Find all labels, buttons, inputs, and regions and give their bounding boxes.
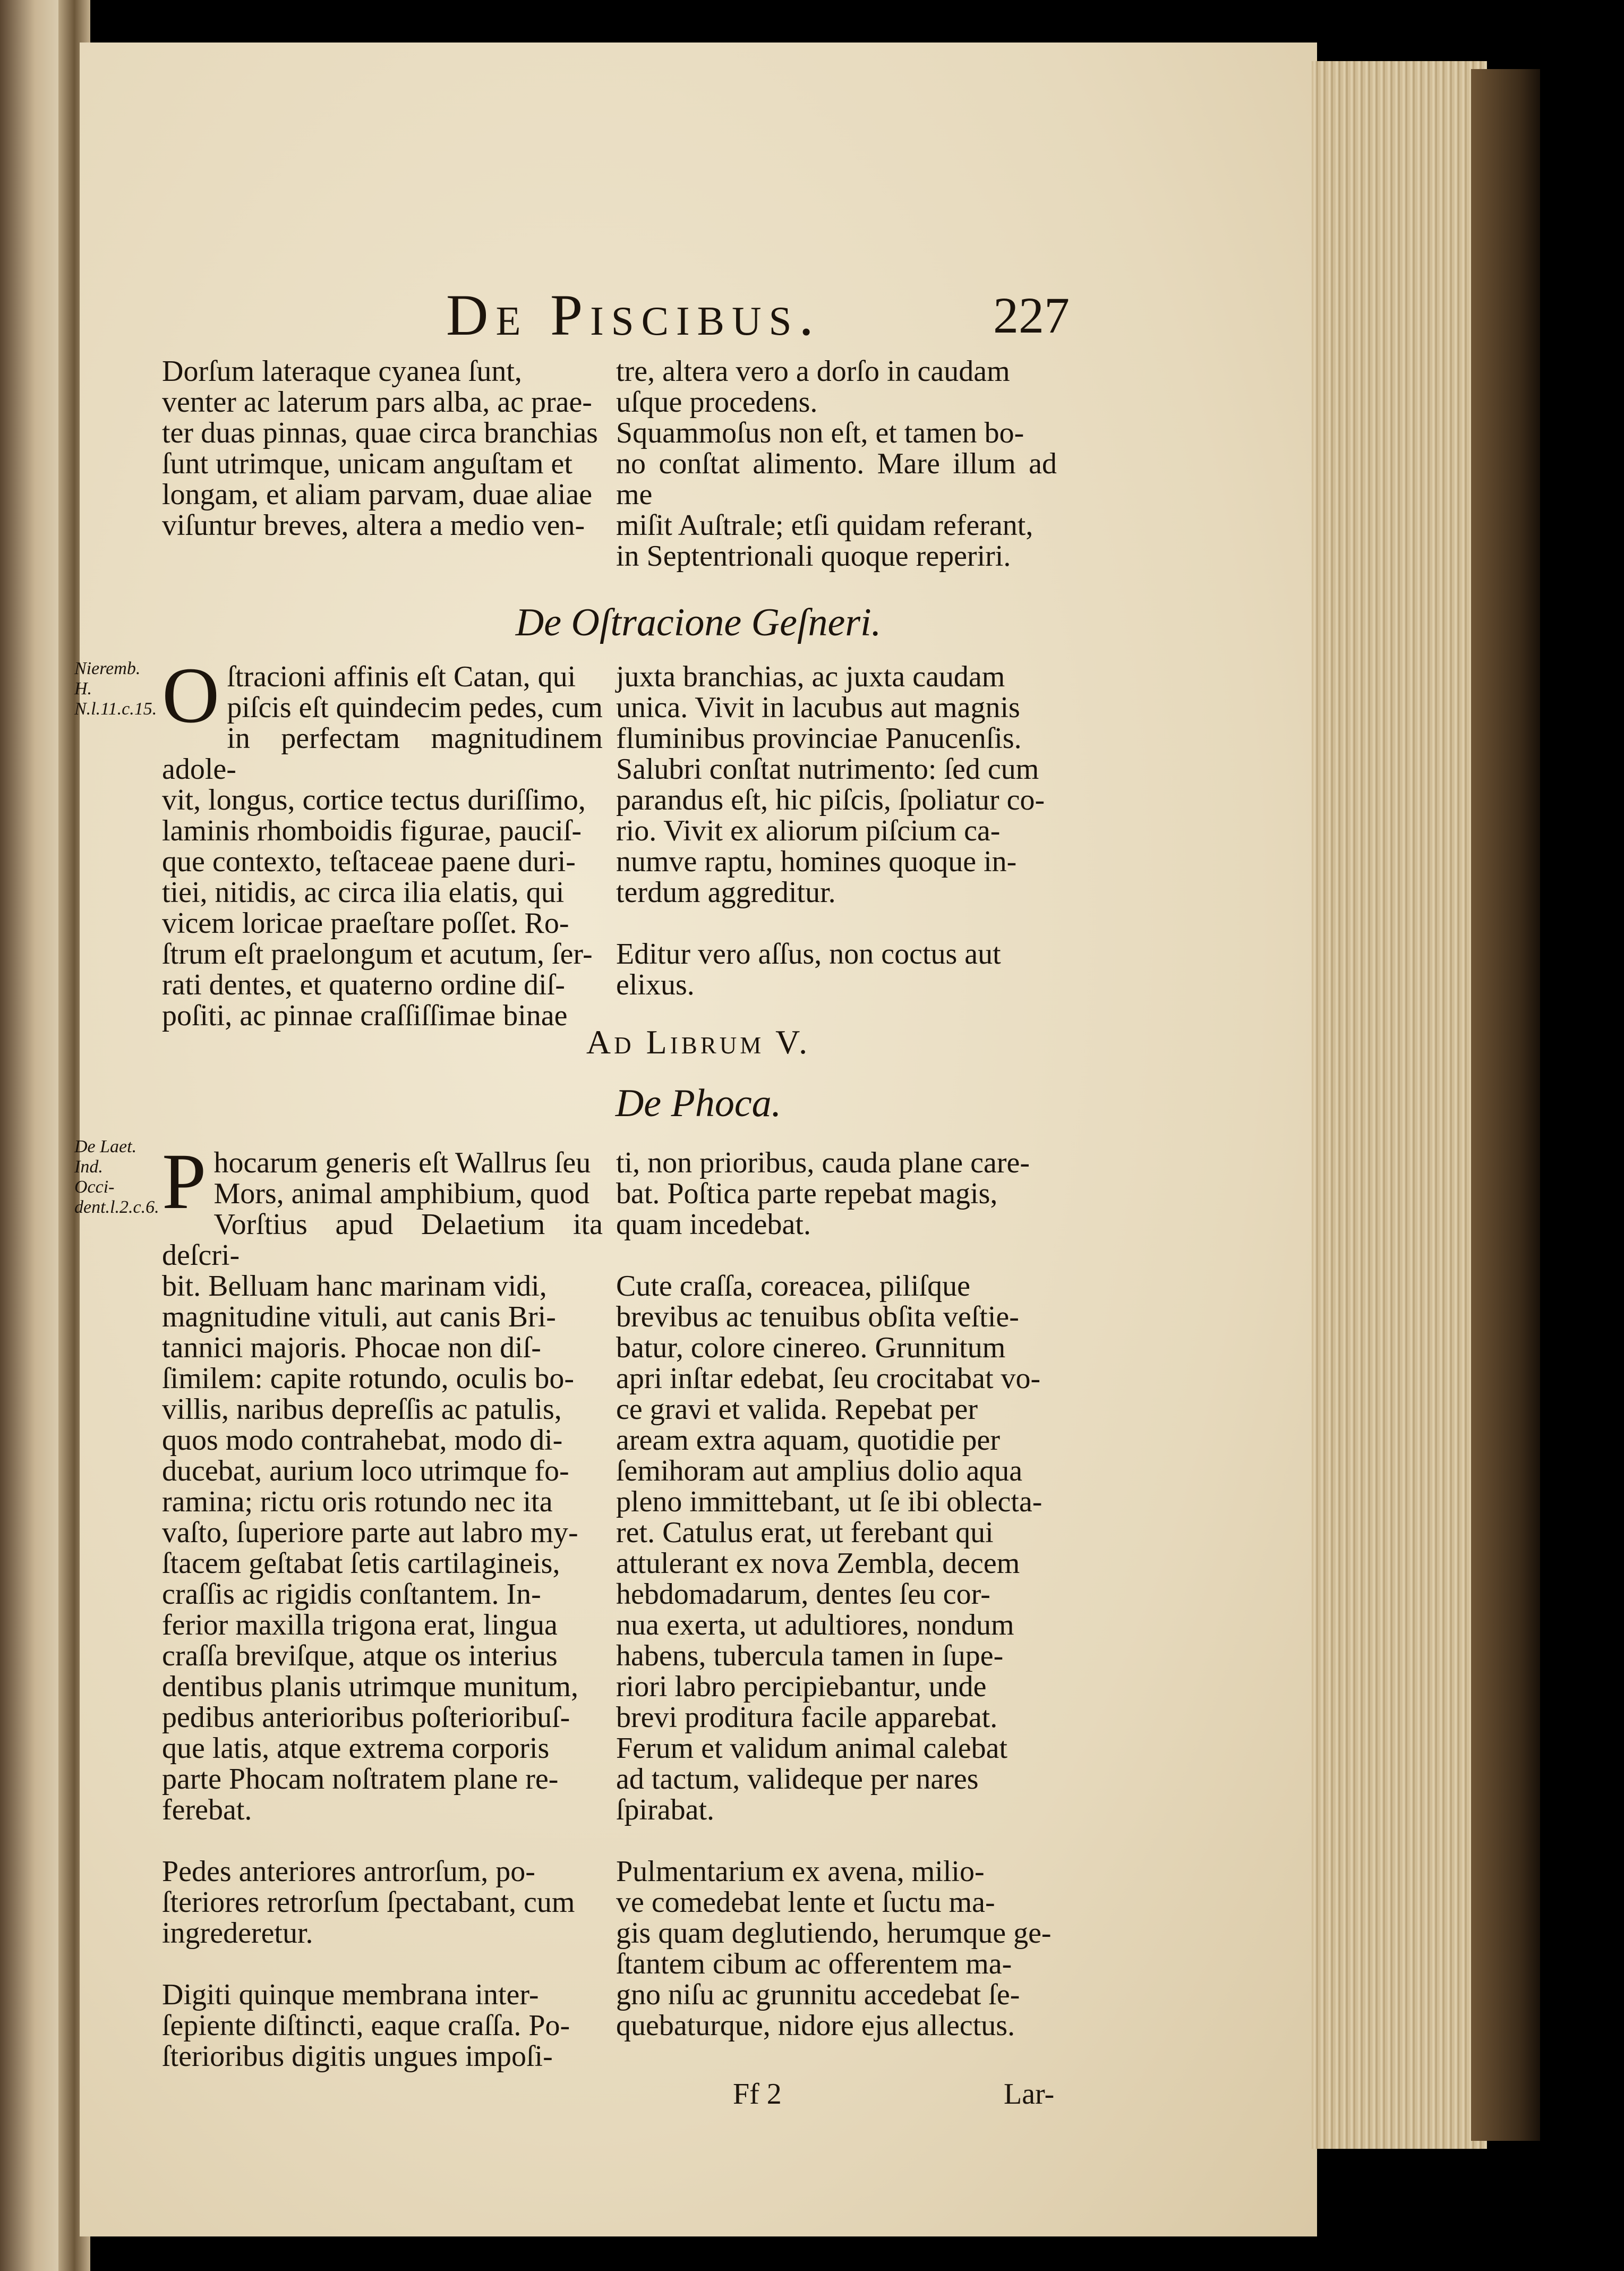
intro-right-column: tre, altera vero a dorſo in caudam uſque procedens. Squammoſus non eſt, et tamen bo- no conſtat alimento. Mare illum ad me miſit Auſtrale; etſi quidam referant, in Septentrionali quoque reperiri. (616, 355, 1057, 573)
intro-left-column: Dorſum lateraque cyanea ſunt, venter ac laterum pars alba, ac prae- ter duas pinnas, quae circa branchias ſunt utrimque, unicam anguſtam et longam, et aliam parvam, duae aliae viſuntur breves, altera a medio ven- (162, 355, 598, 542)
phoca-left-text: hocarum generis eſt Wallrus ſeu Mors, animal amphibium, quod Vorſtius apud Delaetium ita deſcri- bit. Belluam hanc marinam vidi, magnitudine vituli, aut canis Bri- tannici majoris. Phocae non diſ- ſimilem: capite rotundo, oculis bo- villis, naribus depreſſis ac patulis, quos modo contrahebat, modo di- ducebat, aurium loco utrimque fo- ramina; rictu oris rotundo nec ita vaſto, ſuperiore parte aut labro my- ſtacem geſtabat ſetis cartilagineis, craſſis ac rigidis conſtantem. In- ferior maxilla trigona erat, lingua craſſa breviſque, atque os interius dentibus planis utrimque munitum, pedibus anterioribus poſterioribuſ- que latis, atque extrema corporis parte Phocam noſtratem plane re- ferebat. Pedes anteriores antrorſum, po- ſteriores retrorſum ſpectabant, cum ingrederetur. Digiti quinque membrana inter- ſepiente diſtincti, eaque craſſa. Po- ſterioribus digitis ungues impoſi- (162, 1146, 603, 2073)
book-heading: Ad Librum V. (586, 1023, 811, 1061)
drop-cap-o: O (162, 651, 220, 739)
ostracion-left-column (162, 651, 603, 1032)
signature-mark: Ff 2 (733, 2078, 782, 2111)
section-heading-ostracion: De Oſtracione Geſneri. (515, 601, 882, 644)
running-head (80, 276, 1317, 351)
margin-note-de-laet: De Laet. Ind. Occi- dent.l.2.c.6. (74, 1137, 159, 1217)
ostracion-left-text: ſtracioni affinis eſt Catan, qui piſcis eſt quindecim pedes, cum in perfectam magnitudinem adole- vit, longus, cortice tectus duriſſimo, laminis rhomboidis figurae, pauciſ- que contexto, teſtaceae paene duri- tiei, nitidis, ac circa ilia elatis, qui vicem loricae praeſtare poſſet. Ro- ſtrum eſt praelongum et acutum, ſer- rati dentes, et quaterno ordine diſ- poſiti, ac pinnae craſſiſſimae binae (162, 660, 603, 1032)
phoca-right-column: ti, non prioribus, cauda plane care- bat. Poſtica parte repebat magis, quam incedebat. Cute craſſa, coreacea, piliſque brevibus ac tenuibus obſita veſtie- batur, colore cinereo. Grunnitum apri inſtar edebat, ſeu crocitabat vo- ce gravi et valida. Repebat per aream extra aquam, quotidie per ſemihoram aut amplius dolio aqua pleno immittebant, ut ſe ibi oblecta- ret. Catulus erat, ut ferebant qui attulerant ex nova Zembla, decem hebdomadarum, dentes ſeu cor- nua exerta, ut adultiores, nondum habens, tubercula tamen in ſupe- riori labro percipiebantur, unde brevi proditura facile apparebat. Ferum et validum animal calebat ad tactum, valideque per nares ſpirabat. Pulmentarium ex avena, milio- ve comedebat lente et ſuctu ma- gis quam deglutiendo, herumque ge- ſtantem cibum ac offerentem ma- gno niſu ac grunnitu accedebat ſe- quebaturque, nidore ejus allectus. (616, 1146, 1052, 2042)
margin-note-nieremberg: Nieremb. H. N.l.11.c.15. (74, 659, 157, 719)
ostracion-right-column: juxta branchias, ac juxta caudam unica. Vivit in lacubus aut magnis fluminibus provinciae Panucenſis. Salubri conſtat nutrimento: ſed cum parandus eſt, hic piſcis, ſpoliatur co- rio. Vivit ex aliorum piſcium ca- numve raptu, homines quoque in- terdum aggreditur. Editur vero aſſus, non coctus aut elixus. (616, 660, 1045, 1001)
facing-page-edge (0, 0, 64, 2271)
book-page (74, 42, 1317, 2236)
section-heading-phoca: De Phoca. (615, 1082, 782, 1125)
book-cover-edge (1471, 69, 1540, 2141)
catchword: Lar- (1004, 2078, 1055, 2111)
running-head-title: De Piscibus. (446, 283, 821, 347)
drop-cap-p: P (162, 1137, 207, 1226)
page-block-edge (1312, 61, 1487, 2149)
page-number: 227 (993, 287, 1070, 344)
phoca-left-column (162, 1137, 603, 2073)
